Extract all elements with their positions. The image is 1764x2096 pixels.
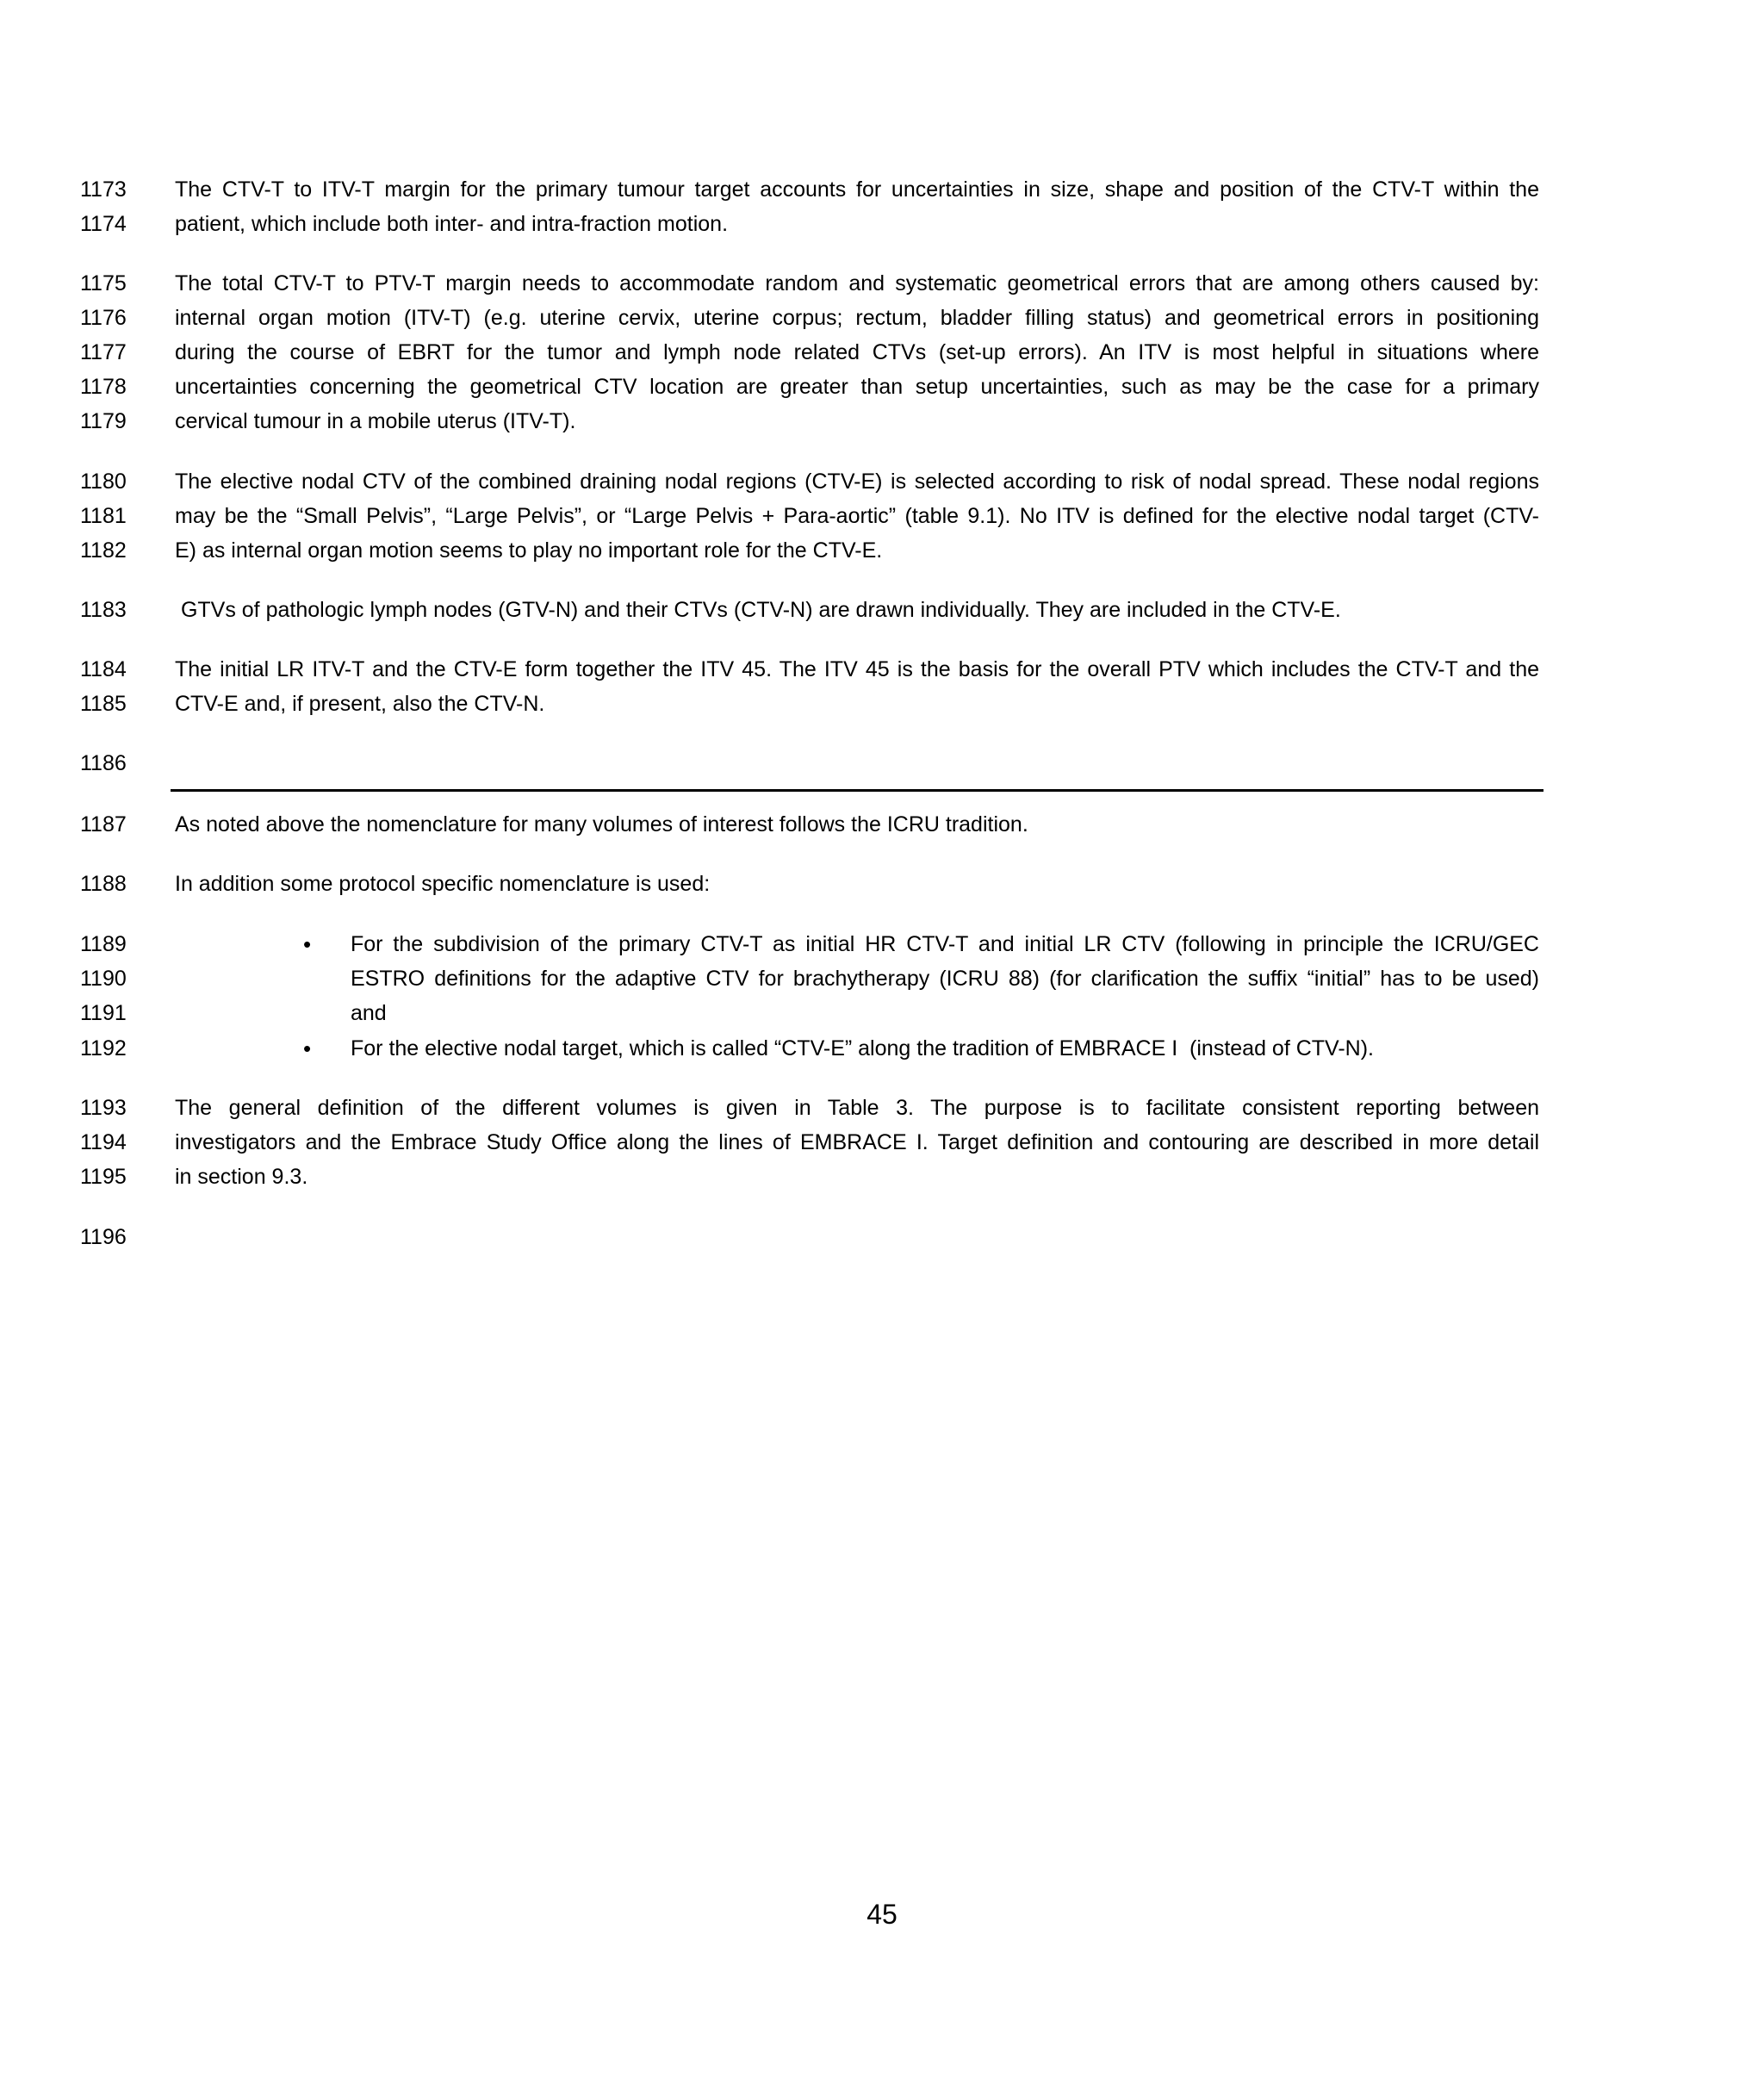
text-line: The elective nodal CTV of the combined draining nodal regions (CTV-E) is selected according to risk of nodal spread. These nodal regions: [175, 470, 1539, 494]
bullet-icon: •: [303, 1036, 312, 1061]
text-line: As noted above the nomenclature for many volumes of interest follows the ICRU tradition.: [175, 812, 1028, 837]
line-number: 1185: [80, 692, 127, 716]
line-number: 1177: [80, 340, 127, 364]
text-line: E) as internal organ motion seems to play no important role for the CTV-E.: [175, 538, 883, 563]
text-line: cervical tumour in a mobile uterus (ITV-T).: [175, 409, 576, 433]
horizontal-rule: [171, 789, 1544, 792]
line-number: 1187: [80, 812, 127, 837]
text-line: The CTV-T to ITV-T margin for the primary tumour target accounts for uncertainties in size, shape and position of the CTV-T within the: [175, 177, 1539, 202]
text-line: during the course of EBRT for the tumor and lymph node related CTVs (set-up errors). An ITV is most helpful in situations where: [175, 340, 1539, 364]
line-number: 1175: [80, 271, 127, 295]
line-number: 1194: [80, 1130, 127, 1154]
line-number: 1184: [80, 657, 127, 681]
text-line: The total CTV-T to PTV-T margin needs to accommodate random and systematic geometrical errors that are among others caused by:: [175, 271, 1539, 295]
line-number: 1195: [80, 1165, 127, 1189]
line-number: 1191: [80, 1001, 127, 1025]
line-number: 1173: [80, 177, 127, 202]
line-number: 1178: [80, 375, 127, 399]
line-number: 1180: [80, 470, 127, 494]
text-line: may be the “Small Pelvis”, “Large Pelvis”, or “Large Pelvis + Para-aortic” (table 9.1). No ITV is defined for the elective nodal target (CTV-: [175, 504, 1539, 528]
list-item-line: For the elective nodal target, which is called “CTV-E” along the tradition of EMBRACE I (instead of CTV-N).: [351, 1036, 1375, 1060]
line-number: 1188: [80, 872, 127, 896]
text-line: in section 9.3.: [175, 1165, 308, 1189]
text-line: uncertainties concerning the geometrical CTV location are greater than setup uncertainties, such as may be the case for a primary: [175, 375, 1539, 399]
text-line: patient, which include both inter- and intra-fraction motion.: [175, 212, 729, 236]
line-number: 1179: [80, 409, 127, 433]
line-number: 1174: [80, 212, 127, 236]
text-line: In addition some protocol specific nomenclature is used:: [175, 872, 711, 896]
line-number: 1176: [80, 306, 127, 330]
line-number: 1196: [80, 1225, 127, 1249]
line-number: 1182: [80, 538, 127, 563]
line-number: 1189: [80, 932, 127, 956]
bullet-icon: •: [303, 931, 312, 957]
line-number: 1193: [80, 1096, 127, 1120]
list-item-line: ESTRO definitions for the adaptive CTV for brachytherapy (ICRU 88) (for clarification the suffix “initial” has to be used): [351, 967, 1539, 991]
line-number: 1186: [80, 751, 127, 775]
line-number: 1192: [80, 1036, 127, 1060]
text-line: The general definition of the different volumes is given in Table 3. The purpose is to facilitate consistent reporting between: [175, 1096, 1539, 1120]
text-line: internal organ motion (ITV-T) (e.g. uterine cervix, uterine corpus; rectum, bladder filling status) and geometrical errors in positioning: [175, 306, 1539, 330]
line-number: 1183: [80, 598, 127, 622]
page-number: 45: [866, 1899, 898, 1930]
text-line: investigators and the Embrace Study Office along the lines of EMBRACE I. Target definition and contouring are described in more detail: [175, 1130, 1539, 1154]
text-line: CTV-E and, if present, also the CTV-N.: [175, 692, 545, 716]
text-line: The initial LR ITV-T and the CTV-E form together the ITV 45. The ITV 45 is the basis for the overall PTV which includes the CTV-T and the: [175, 657, 1539, 681]
line-number: 1190: [80, 967, 127, 991]
text-line: GTVs of pathologic lymph nodes (GTV-N) and their CTVs (CTV-N) are drawn individually. They are included in the CTV-E.: [175, 598, 1341, 622]
line-number: 1181: [80, 504, 127, 528]
list-item-line: For the subdivision of the primary CTV-T as initial HR CTV-T and initial LR CTV (following in principle the ICRU/GEC: [351, 932, 1539, 956]
list-item-line: and: [351, 1001, 387, 1025]
